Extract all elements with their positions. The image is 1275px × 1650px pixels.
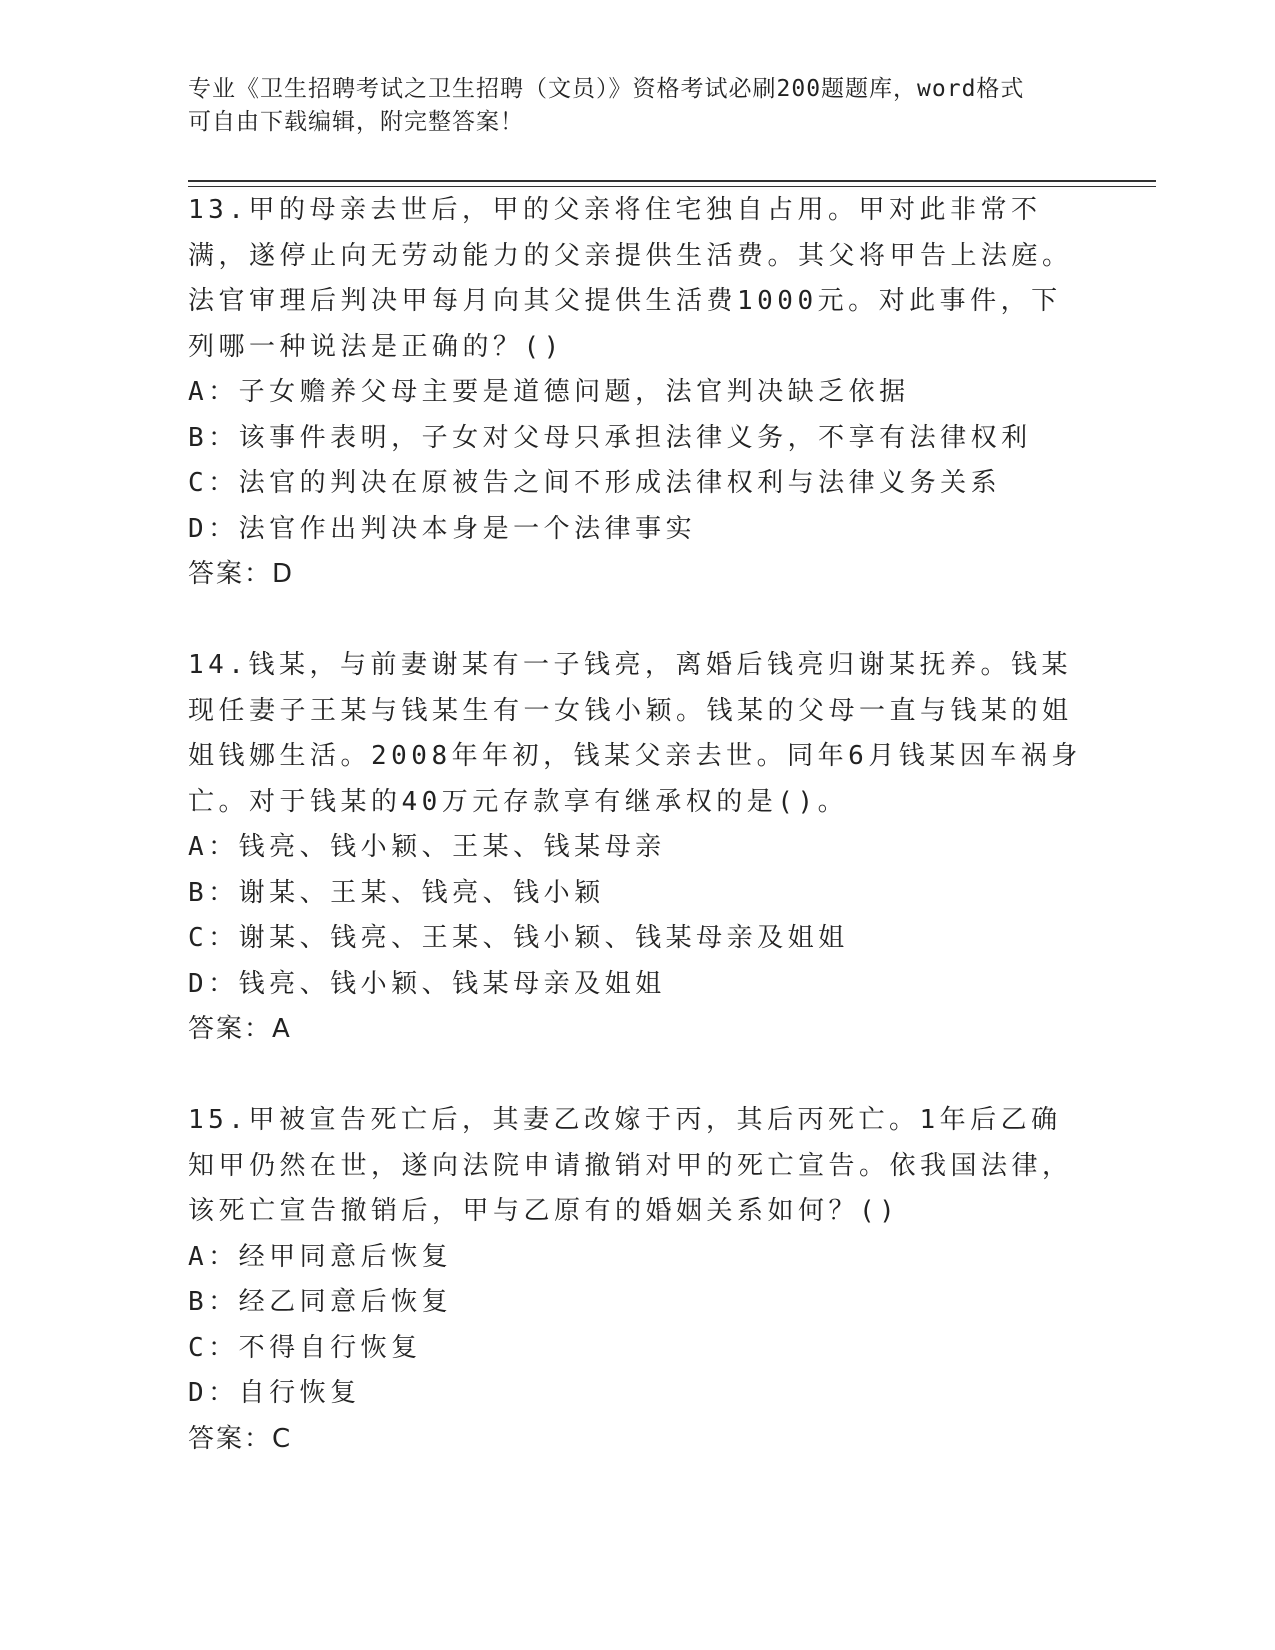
header-subtitle-line: 可自由下载编辑，附完整答案！ <box>188 109 524 135</box>
question-stem: 15.甲被宣告死亡后，其妻乙改嫁于丙，其后丙死亡。1年后乙确知甲仍然在世，遂向法院申请撤销对甲的死亡宣告。依我国法律，该死亡宣告撤销后，甲与乙原有的婚姻关系如何？() <box>188 1105 1073 1226</box>
question-13 <box>188 188 1088 598</box>
option-a: A：子女赡养父母主要是道德问题，法官判决缺乏依据 <box>188 377 910 407</box>
header-title-line: 专业《卫生招聘考试之卫生招聘（文员）》资格考试必刷200题题库，word格式 <box>188 76 1025 102</box>
option-c: C：不得自行恢复 <box>188 1332 422 1363</box>
question-15 <box>188 1098 1088 1462</box>
option-b: B：谢某、王某、钱亮、钱小颖 <box>188 877 605 908</box>
option-d: D：钱亮、钱小颖、钱某母亲及姐姐 <box>188 968 666 999</box>
option-a: A：经甲同意后恢复 <box>188 1241 453 1272</box>
question-14 <box>188 643 1088 1053</box>
option-d: D：法官作出判决本身是一个法律事实 <box>188 513 697 544</box>
question-stem: 14.钱某，与前妻谢某有一子钱亮，离婚后钱亮归谢某抚养。钱某现任妻子王某与钱某生有一女钱小颖。钱某的父母一直与钱某的姐姐钱娜生活。2008年年初，钱某父亲去世。同年6月钱某因车祸身亡。对于钱某的40万元存款享有继承权的是()。 <box>188 650 1082 817</box>
option-c: C：谢某、钱亮、王某、钱小颖、钱某母亲及姐姐 <box>188 923 849 953</box>
option-d: D：自行恢复 <box>188 1378 361 1408</box>
option-a: A：钱亮、钱小颖、王某、钱某母亲 <box>188 832 666 862</box>
option-c: C：法官的判决在原被告之间不形成法律权利与法律义务关系 <box>188 468 1002 498</box>
answer-line: 答案：C <box>188 1423 293 1454</box>
answer-line: 答案：D <box>188 559 295 589</box>
document-header <box>188 73 1088 139</box>
option-b: B：经乙同意后恢复 <box>188 1287 453 1317</box>
option-b: B：该事件表明，子女对父母只承担法律义务，不享有法律权利 <box>188 422 1032 453</box>
question-stem: 13.甲的母亲去世后，甲的父亲将住宅独自占用。甲对此非常不满，遂停止向无劳动能力的父亲提供生活费。其父将甲告上法庭。法官审理后判决甲每月向其父提供生活费1000元。对此事件，下列哪一种说法是正确的？() <box>188 195 1073 362</box>
answer-line: 答案：A <box>188 1014 292 1044</box>
header-divider <box>188 180 1156 187</box>
